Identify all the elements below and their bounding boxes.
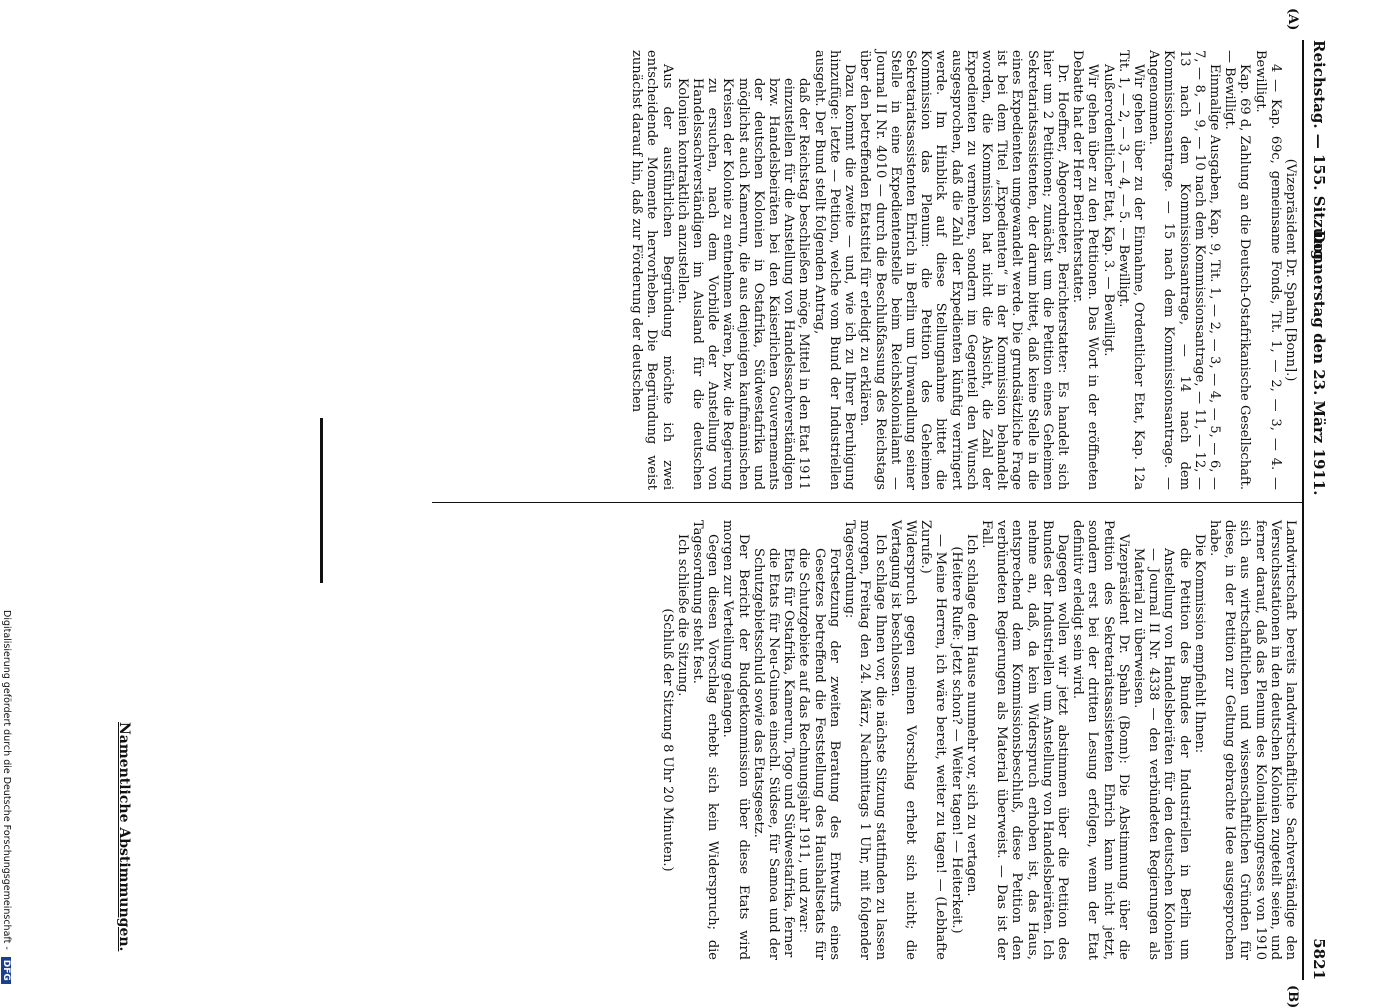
left-paragraph: Wir gehen über zu den Petitionen. Das Wort in der eröffneten Debatte hat der Herr Berichterstatter. xyxy=(1070,50,1101,490)
left-paragraph: 4 — Kap. 69c, gemeinsame Fonds, Tit. 1, — 2, — 3, — 4. — Bewilligt. xyxy=(1252,50,1283,490)
right-paragraph: (Schluß der Sitzung 8 Uhr 20 Minuten.) xyxy=(659,608,675,872)
header-title: Reichstag. — 155. Sitzung. xyxy=(1310,40,1328,266)
column-divider xyxy=(432,502,1302,503)
margin-marker-b: (B) xyxy=(1285,985,1300,1008)
right-paragraph: die Petition des Bundes der Industriellen in Berlin um Anstellung von Handelsbeiräten für den deutschen Kolonien — Journal II Nr. 4338 — den verbündeten Regierungen als Material zu überweisen. xyxy=(1130,548,1192,960)
right-paragraph: die Etats für Neu-Guinea einschl. Südsee, für Samoa und der Schutzgebietsschuld sowie das Etatsgesetz. xyxy=(750,548,782,960)
document-page xyxy=(430,8,1330,1008)
header-date: Donnerstag den 23. März 1911. xyxy=(1310,230,1328,496)
right-paragraph: Ich schlage Ihnen vor, die nächste Sitzung stattfinden zu lassen morgen, Freitag den 24. März, Nachmittags 1 Uhr, mit folgender Tagesordnung: xyxy=(842,520,888,960)
right-paragraph: Etats für Ostafrika, Kamerun, Togo und Südwestafrika, ferner xyxy=(781,548,797,958)
right-paragraph: Gegen diesen Vorschlag erhebt sich kein Widerspruch; die Tagesordnung steht fest. xyxy=(690,520,721,960)
page-number: 5821 xyxy=(1310,938,1328,980)
page-header xyxy=(1306,40,1330,980)
margin-marker-a: (A) xyxy=(1285,8,1300,31)
left-paragraph: Außerordentlicher Etat, Kap. 3. — Bewilligt. xyxy=(1100,64,1116,357)
right-paragraph: Der Bericht der Budgetkommission über diese Etats wird morgen zur Verteilung gelangen. xyxy=(720,520,751,960)
left-paragraph: Dazu kommt die zweite — und, wie ich zu Ihrer Beruhigung hinzufüge: letzte — Petition, welche vom Bund der Industriellen ausgeht. Der Bund stellt folgenden Antrag, xyxy=(811,50,858,490)
left-paragraph: Dr. Hoeffner, Abgeordneter, Berichterstatter: Es handelt sich hier um 2 Petitionen; zunächst um die Petition eines Geheimen Sekretariatsassistenten, der darum bittet, daß keine Stelle in die eines Expedienten umgewandelt werde. Die grundsätzliche Frage ist bei dem Titel „Expedienten“ in der Kommission behandelt worden, die Kommission hat nicht die Absicht, die Zahl der Expedienten zu vermehren, sondern im Gegenteil den Wunsch ausgesprochen, daß die Zahl der Expedienten künftig verringert werde. Im Hinblick auf diese Stellungnahme bittet die Kommission das Plenum: die Petition des Geheimen Sekretariatsassistenten Ehrich in Berlin um Umwandlung seiner Stelle in eine Expedientenstelle beim Reichskolonialamt — Journal II Nr. 4010 — durch die Beschlußfassung des Reichstags über den betreffenden Etatstitel für erledigt zu erklären. xyxy=(857,50,1070,490)
digitization-text: Digitalisierung gefördert durch die Deutsche Forschungsgemeinschaft - xyxy=(1,610,12,950)
right-paragraph: — Meine Herren, ich wäre bereit, weiter zu tagen! — (Lebhafte Zurufe.) xyxy=(918,520,949,960)
left-paragraph: Aus der ausführlichen Begründung möchte ich zwei entscheidende Momente hervorheben. Die Begründung weist zunächst darauf hin, daß zur Förderung der deutschen xyxy=(629,50,675,490)
right-paragraph: Dagegen wollen wir jetzt abstimmen über die Petition des Bundes der Industriellen um Anstellung von Handelsbeiräten. Ich nehme an, daß, da kein Widerspruch erhoben ist, das Haus, entsprechend dem Kommissionsbeschluß, diese Petition den verbündeten Regierungen als Material überweist. — Das ist der Fall. xyxy=(978,520,1070,960)
header-rule xyxy=(1302,40,1304,980)
right-paragraph: Widerspruch gegen meinen Vorschlag erhebt sich nicht; die Vertagung ist beschlossen. xyxy=(887,520,918,960)
right-paragraph: Ich schließe die Sitzung. xyxy=(674,534,690,697)
right-paragraph: (Heitere Rufe: Jetzt schon? — Weiter tagen! — Heiterkeit.) xyxy=(948,546,964,934)
right-paragraph: Vizepräsident Dr. Spahn (Bonn): Die Abstimmung über die Petition des Sekretariatsassistenten Ehrich kann nicht jetzt, sondern erst bei der dritten Lesung erfolgen, wenn der Etat definitiv erledigt sein wird. xyxy=(1070,520,1131,960)
left-paragraph: daß der Reichstag beschließen möge, Mittel in den Etat 1911 einzustellen für die Anstellung von Handelssachverständigen bzw. Handelsbeiräten bei den Kaiserlichen Gouvernements der deutschen Kolonien in Ostafrika, Südwestafrika und möglichst auch Kamerun, die aus denjenigen kaufmännischen Kreisen der Kolonie zu entnehmen wären, bzw. die Regierung zu ersuchen, nach dem Vorbilde der Anstellung von Handelssachverständigen im Ausland für die deutschen Kolonien kontraktlich anzustellen. xyxy=(674,78,812,490)
left-paragraph: Wir gehen über zu der Einnahme, Ordentlicher Etat, Kap. 12a Tit. 1, — 2, — 3, — 4, — 5. — Bewilligt. xyxy=(1115,50,1146,490)
right-column xyxy=(659,520,1298,960)
end-rule xyxy=(320,418,323,583)
left-paragraph: Kap. 69 d, Zahlung an die Deutsch-Ostafrikanische Gesellschaft. — Bewilligt. xyxy=(1222,50,1253,490)
dfg-logo-icon: DFG xyxy=(1,957,11,984)
digitization-notice xyxy=(1,610,12,984)
right-paragraph: Landwirtschaft bereits landwirtschaftliche Sachverständige den Versuchsstationen in den deutschen Kolonien zugeteilt seien, und ferner darauf, daß das Plenum des Kolonialkongresses von 1910 sich aus wirtschaftlichen und wissenschaftlichen Gründen für diese, in der Petition zur Geltung gebrachte Idee ausgesprochen habe. xyxy=(1206,520,1298,960)
right-paragraph: Ich schlage dem Hause nunmehr vor, sich zu vertagen. xyxy=(963,534,979,897)
left-paragraph: Einmalige Ausgaben, Kap. 9, Tit. 1, — 2, — 3, — 4, — 5, — 6, — 7, — 8, — 9, — 10 nach dem Kommissionsantrage, — 11, — 12, — 13 nach dem Kommissionsantrage, — 14 nach dem Kommissionsantrage. — 15 nach dem Kommissionsantrage. — Angenommen. xyxy=(1146,50,1222,490)
left-column xyxy=(629,50,1298,490)
right-paragraph: Die Kommission empfiehlt Ihnen: xyxy=(1191,534,1207,754)
section-heading: Namentliche Abstimmungen. xyxy=(116,722,132,952)
right-paragraph: Fortsetzung der zweiten Beratung des Entwurfs eines Gesetzes betreffend die Feststellung des Haushaltsetats für die Schutzgebiete auf das Rechnungsjahr 1911, und zwar: xyxy=(796,548,842,960)
left-paragraph: (Vizepräsident Dr. Spahn [Bonn].) xyxy=(1283,158,1298,382)
